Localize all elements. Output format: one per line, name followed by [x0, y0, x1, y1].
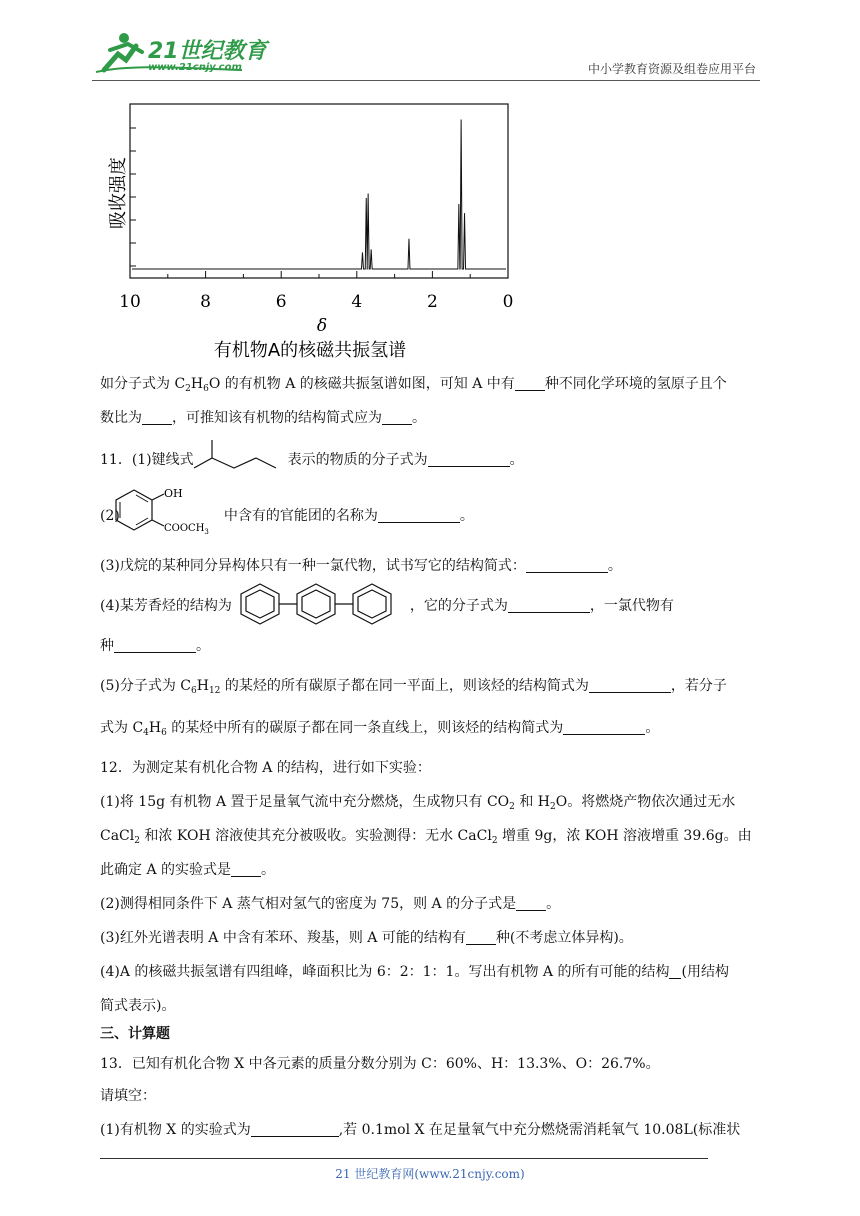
q11-part5-line1: (5)分子式为 $C_6H_{12}$ 的某烃的所有碳原子都在同一平面上，则该烃的结构简式为 ，若分子	[100, 678, 727, 696]
answer-blank[interactable]	[378, 508, 460, 523]
q12-part3: (3)红外光谱表明 A 中含有苯环、羧基，则 A 可能的结构有 种(不考虑立体异构)。	[100, 930, 633, 946]
skeletal-formula-isohexane	[190, 438, 280, 472]
q13-line1: 13．已知有机化合物 X 中各元素的质量分数分别为 C：60%、H：13.3%、O：26.7%。	[100, 1056, 660, 1072]
q10-line2: 数比为 ，可推知该有机物的结构简式应为 。	[100, 410, 426, 426]
q11-part3: (3)戊烷的某种同分异构体只有一种一氯代物，试书写它的结构简式： 。	[100, 558, 622, 574]
answer-blank[interactable]	[515, 376, 545, 391]
logo-url: www.21cnjy.com	[148, 62, 242, 73]
answer-blank[interactable]	[231, 862, 261, 877]
answer-blank[interactable]	[526, 558, 608, 573]
q11-part1: 11．(1)键线式 表示的物质的分子式为 。	[100, 452, 524, 468]
nmr-figure	[96, 100, 526, 362]
footer-text: 21 世纪教育网(www.21cnjy.com)	[335, 1167, 525, 1181]
q13-line2: 请填空：	[100, 1088, 156, 1104]
answer-blank[interactable]	[428, 452, 510, 467]
answer-blank[interactable]	[466, 930, 496, 945]
x-tick-label: 10	[119, 292, 141, 312]
q11-part2: (2) 中含有的官能团的名称为 。	[100, 508, 474, 524]
answer-blank[interactable]	[516, 896, 546, 911]
header-rule	[92, 80, 760, 81]
x-tick-label: 2	[426, 292, 438, 312]
q10-line1: 如分子式为 $C_2H_6O$ 的有机物 A 的核磁共振氢谱如图，可知 A 中有 种不同化学环境的氢原子且个	[100, 376, 727, 394]
q11-part4-line2: 种 。	[100, 638, 210, 654]
x-tick-label: 6	[275, 292, 287, 312]
answer-blank[interactable]	[142, 410, 172, 425]
page-header	[92, 30, 760, 82]
x-tick-label: 4	[351, 292, 363, 312]
answer-blank[interactable]	[114, 638, 196, 653]
q12-part1-line1: (1)将 15g 有机物 A 置于足量氧气流中充分燃烧，生成物只有 $CO_2$ 和 $H_2O$。将燃烧产物依次通过无水	[100, 794, 736, 812]
section-heading: 三、计算题	[100, 1026, 170, 1042]
q12-part4-line1: (4)A 的核磁共振氢谱有四组峰，峰面积比为 6：2：1：1。写出有机物 A 的所有可能的结构 (用结构	[100, 964, 729, 980]
header-right-text: 中小学教育资源及组卷应用平台	[587, 62, 756, 76]
answer-blank[interactable]	[251, 1122, 339, 1137]
q12-part4-line2: 简式表示)。	[100, 998, 176, 1014]
q12-part1-line3: 此确定 A 的实验式是 。	[100, 862, 276, 878]
q13-line3: (1)有机物 X 的实验式为 ,若 0.1mol X 在足量氧气中充分燃烧需消耗氧气 10.08L(标准状	[100, 1122, 741, 1138]
svg-text:OH: OH	[164, 487, 183, 500]
answer-blank[interactable]	[669, 964, 681, 979]
answer-blank[interactable]	[563, 720, 645, 735]
nmr-y-label: 吸收强度	[108, 157, 129, 229]
answer-blank[interactable]	[382, 410, 412, 425]
footer-rule	[100, 1158, 708, 1159]
svg-text:COOCH3: $COOCH_3$	[164, 523, 209, 536]
nmr-x-label: δ	[316, 316, 328, 336]
nmr-spectrum	[96, 100, 526, 362]
x-tick-label: 0	[502, 292, 514, 312]
answer-blank[interactable]	[589, 678, 671, 693]
q11-part4-line1: (4)某芳香烃的结构为 ，它的分子式为 ，一氯代物有	[100, 598, 674, 614]
answer-blank[interactable]	[508, 598, 590, 613]
x-tick-label: 8	[200, 292, 212, 312]
q12-title: 12．为测定某有机化合物 A 的结构，进行如下实验：	[100, 760, 431, 776]
q11-part5-line2: 式为 $C_4H_6$ 的某烃中所有的碳原子都在同一条直线上，则该烃的结构简式为 。	[100, 720, 660, 738]
logo-text: 21世纪教育	[148, 39, 267, 64]
q12-part1-line2: CaCl$_2$ 和浓 KOH 溶液使其充分被吸收。实验测得：无水 CaCl$_2$ 增重 9g，浓 KOH 溶液增重 39.6g。由	[100, 828, 752, 846]
nmr-caption: 有机物A的核磁共振氢谱	[213, 340, 407, 361]
q12-part2: (2)测得相同条件下 A 蒸气相对氢气的密度为 75，则 A 的分子式是 。	[100, 896, 561, 912]
